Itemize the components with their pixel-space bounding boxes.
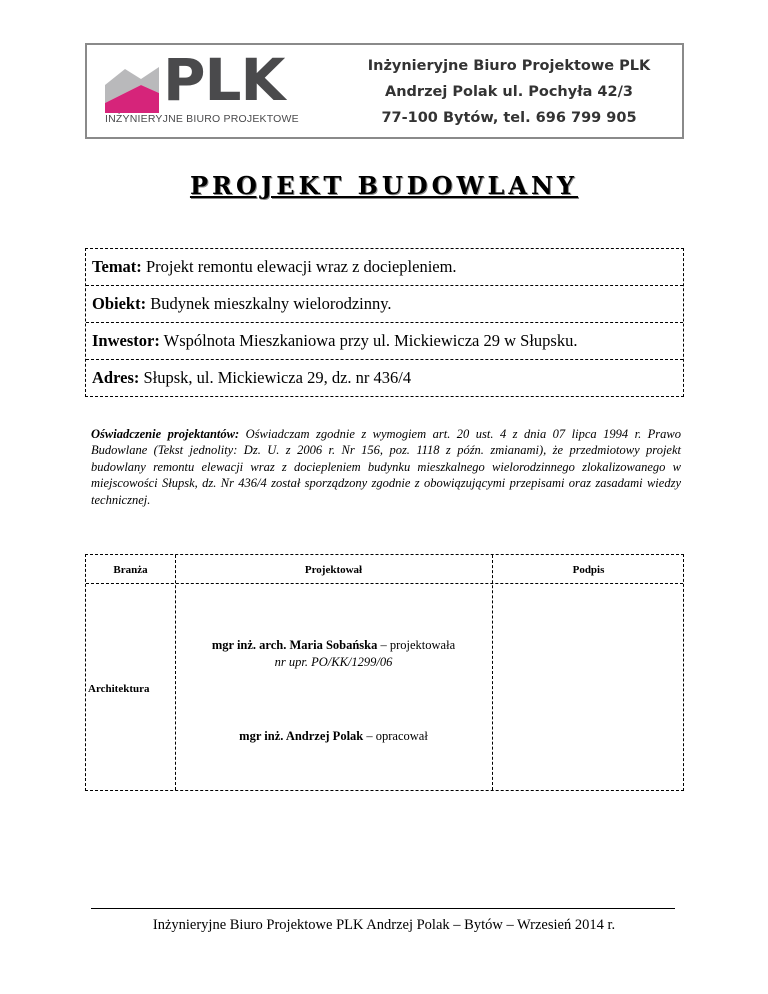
header-box bbox=[85, 43, 684, 139]
header-divider bbox=[86, 583, 683, 584]
investor-value: Wspólnota Mieszkaniowa przy ul. Mickiewicza 29 w Słupsku. bbox=[163, 331, 578, 350]
designer1-role: – projektowała bbox=[380, 638, 456, 652]
info-row-address bbox=[86, 360, 683, 396]
company-city-phone: 77-100 Bytów, tel. 696 799 905 bbox=[381, 110, 637, 126]
footer-divider bbox=[91, 908, 675, 909]
address-value: Słupsk, ul. Mickiewicza 29, dz. nr 436/4 bbox=[143, 368, 412, 387]
declaration-text: Oświadczam zgodnie z wymogiem art. 20 ust. 4 z dnia 07 lipca 1994 r. Prawo Budowlane (Tekst jednolity: Dz. U. z 2006 r. Nr 156, poz. 1118 z późn. zmianami), że przedmiotowy projekt budowlany remontu elewacji wraz z dociepleniem budynku mieszkalnego wielorodzinnego zlokalizowanego w miejscowości Słupsk, dz. Nr 436/4 został sporządzony zgodnie z obowiązującymi przepisami oraz zasadami wiedzy technicznej. bbox=[91, 427, 682, 507]
info-row-investor bbox=[86, 323, 683, 360]
company-logo bbox=[105, 46, 305, 129]
page-footer: Inżynieryjne Biuro Projektowe PLK Andrzej Polak – Bytów – Wrzesień 2014 r. bbox=[152, 917, 616, 933]
column-header-branch: Branża bbox=[113, 564, 148, 576]
logo-mark-icon bbox=[105, 63, 159, 113]
branch-name: Architektura bbox=[88, 683, 150, 695]
info-row-object bbox=[86, 286, 683, 323]
project-info-table bbox=[85, 248, 684, 397]
topic-label: Temat: bbox=[92, 257, 142, 276]
column-divider bbox=[492, 555, 493, 790]
column-header-designed: Projektował bbox=[304, 564, 363, 576]
address-label: Adres: bbox=[92, 368, 140, 387]
column-divider bbox=[175, 555, 176, 790]
company-address bbox=[349, 53, 669, 131]
company-street: Andrzej Polak ul. Pochyła 42/3 bbox=[385, 84, 633, 100]
designer-preparer bbox=[175, 729, 492, 744]
investor-label: Inwestor: bbox=[92, 331, 160, 350]
designer2-role: – opracował bbox=[366, 729, 428, 743]
signature-table bbox=[85, 554, 684, 791]
document-title: PROJEKT BUDOWLANY bbox=[189, 171, 579, 200]
topic-value: Projekt remontu elewacji wraz z dociepleniem. bbox=[145, 257, 457, 276]
designer1-name: mgr inż. arch. Maria Sobańska bbox=[211, 638, 378, 652]
object-value: Budynek mieszkalny wielorodzinny. bbox=[150, 294, 392, 313]
designer-architect bbox=[175, 637, 492, 671]
logo-letters: PLK bbox=[163, 46, 285, 114]
company-name: Inżynieryjne Biuro Projektowe PLK bbox=[367, 58, 651, 74]
column-header-signature: Podpis bbox=[572, 564, 605, 576]
object-label: Obiekt: bbox=[92, 294, 147, 313]
designer2-name: mgr inż. Andrzej Polak bbox=[239, 729, 364, 743]
logo-subtitle: INŻYNIERYJNE BIURO PROJEKTOWE bbox=[105, 113, 299, 125]
info-row-topic bbox=[86, 249, 683, 286]
designers-declaration bbox=[91, 426, 681, 508]
designer1-license: nr upr. PO/KK/1299/06 bbox=[274, 655, 393, 669]
declaration-label: Oświadczenie projektantów: bbox=[91, 427, 240, 441]
